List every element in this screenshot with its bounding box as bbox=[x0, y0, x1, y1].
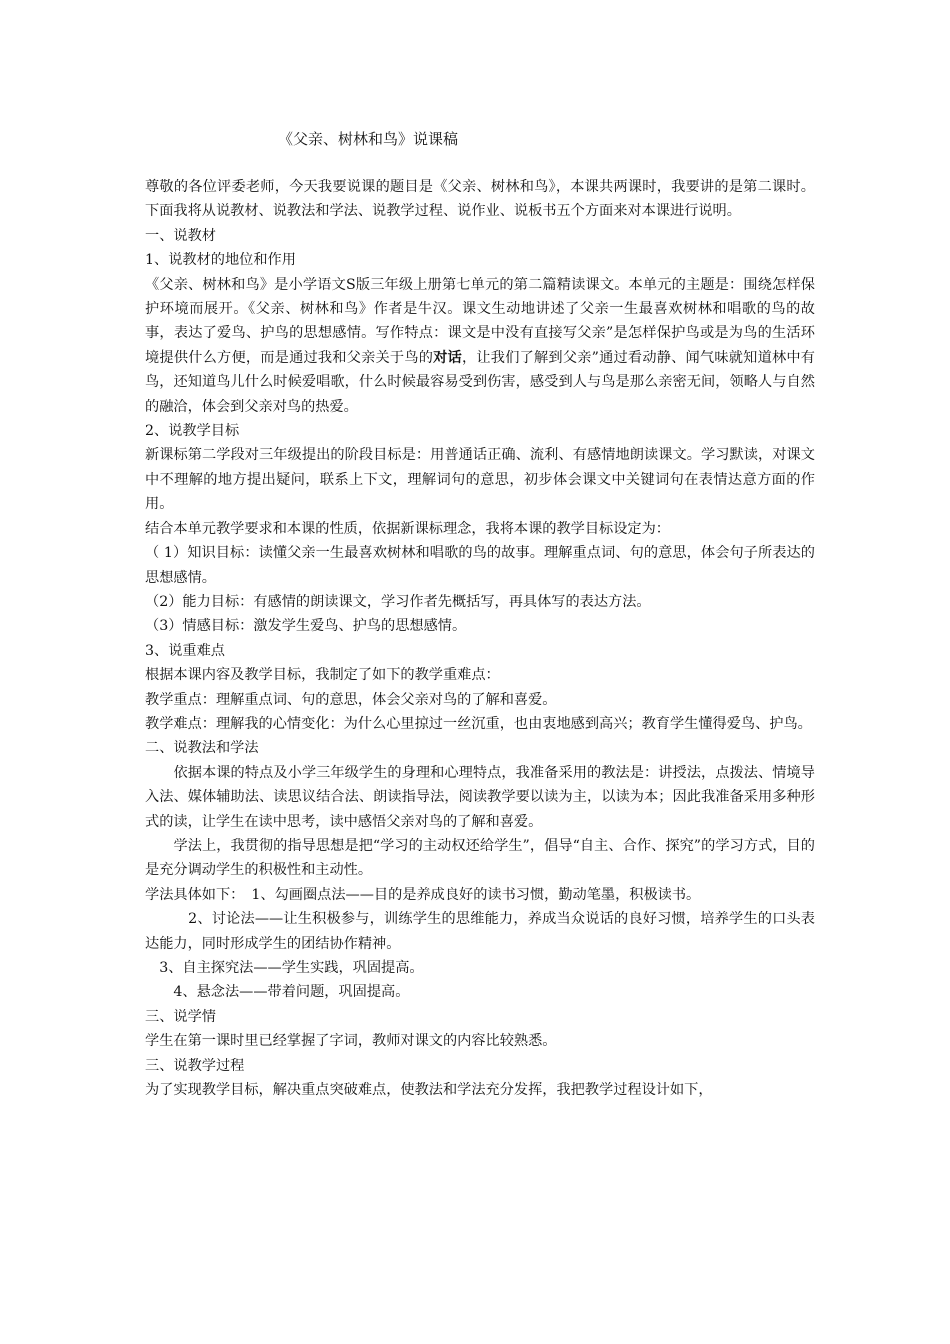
method-item-4: 4、悬念法——带着问题，巩固提高。 bbox=[145, 984, 410, 1001]
teaching-process-paragraph: 为了实现教学目标，解决重点突破难点，使教法和学法充分发挥，我把教学过程设计如下， bbox=[145, 1082, 713, 1099]
goal-emotion: （3）情感目标：激发学生爱鸟、护鸟的思想感情。 bbox=[145, 618, 467, 635]
teaching-difficulty: 教学难点：理解我的心情变化：为什么心里掠过一丝沉重，也由衷地感到高兴；教育学生懂得爱鸟、护鸟。 bbox=[145, 715, 812, 732]
intro-paragraph: 尊敬的各位评委老师，今天我要说课的题目是《父亲、树林和鸟》，本课共两课时，我要讲的是第二课时。下面我将从说教材、说教法和学法、说教学过程、说作业、说板书五个方面来对本课进行说明。 bbox=[145, 179, 815, 220]
subheading-textbook-role: 1、说教材的地位和作用 bbox=[145, 252, 296, 269]
curriculum-paragraph: 新课标第二学段对三年级提出的阶段目标是：用普通话正确、流利、有感情地朗读课文。学习默读，对课文中不理解的地方提出疑问，联系上下文，理解词句的意思，初步体会课文中关键词句在表情达意方面的作用。 bbox=[145, 447, 815, 513]
method-item-1: 学法具体如下： 1、勾画圈点法——目的是养成良好的读书习惯，勤动笔墨，积极读书。 bbox=[145, 886, 701, 903]
document-body bbox=[145, 175, 815, 1102]
section-heading-teaching-process: 三、说教学过程 bbox=[145, 1057, 245, 1074]
section-heading-student-situation: 三、说学情 bbox=[145, 1008, 216, 1025]
method-item-2: 2、讨论法——让生积极参与，训练学生的思维能力，养成当众说话的良好习惯，培养学生的口头表达能力，同时形成学生的团结协作精神。 bbox=[145, 911, 815, 952]
textbook-paragraph-part1: 《父亲、树林和鸟》是小学语文S版三年级上册第七单元的第二篇精读课文。本单元的主题是：围绕怎样保护环境而展开。《父亲、树林和鸟》作者是牛汉。课文生动地讲述了父亲一生最喜欢树林和唱歌的鸟的故事，表达了爱鸟、护鸟的思想感情。写作特点：课文是中没有直接写父亲”是怎样保护鸟或是为鸟的生活环境提供什么方便，而是通过我和父亲关于鸟的 bbox=[145, 276, 815, 366]
learning-methods-paragraph: 学法上，我贯彻的指导思想是把“学习的主动权还给学生”，倡导“自主、合作、探究”的学习方式，目的是充分调动学生的积极性和主动性。 bbox=[145, 837, 815, 879]
goals-intro-paragraph: 结合本单元教学要求和本课的性质，依据新课标理念，我将本课的教学目标设定为： bbox=[145, 520, 670, 537]
section-heading-methods: 二、说教法和学法 bbox=[145, 740, 259, 757]
methods-paragraph: 依据本课的特点及小学三年级学生的身理和心理特点，我准备采用的教法是：讲授法，点拨法、情境导入法、媒体辅助法、读思议结合法、朗读指导法，阅读教学要以读为主，以读为本；因此我准备采用多种形式的读，让学生在读中思考，读中感悟父亲对鸟的了解和喜爱。 bbox=[145, 764, 815, 830]
teaching-key-point: 教学重点：理解重点词、句的意思，体会父亲对鸟的了解和喜爱。 bbox=[145, 691, 557, 708]
textbook-paragraph-bold: 对话 bbox=[433, 349, 462, 366]
textbook-paragraph-part2: ，让我们了解到父亲”通过看动静、闻气味就知道林中有鸟，还知道鸟儿什么时候爱唱歌，什么时候最容易受到伤害，感受到人与鸟是那么亲密无间，领略人与自然的融洽，体会到父亲对鸟的热爱。 bbox=[145, 349, 815, 415]
section-heading-textbook: 一、说教材 bbox=[145, 227, 216, 244]
student-situation-paragraph: 学生在第一课时里已经掌握了字词，教师对课文的内容比较熟悉。 bbox=[145, 1033, 557, 1050]
method-item-3: 3、自主探究法——学生实践，巩固提高。 bbox=[145, 960, 424, 976]
goal-ability: （2）能力目标：有感情的朗读课文，学习作者先概括写，再具体写的表达方法。 bbox=[145, 593, 651, 610]
textbook-paragraph bbox=[145, 273, 815, 419]
subheading-key-points: 3、说重难点 bbox=[145, 642, 225, 659]
goal-knowledge: （ 1）知识目标：读懂父亲一生最喜欢树林和唱歌的鸟的故事。理解重点词、句的意思，体会句子所表达的思想感情。 bbox=[145, 545, 815, 586]
subheading-teaching-goals: 2、说教学目标 bbox=[145, 423, 240, 440]
document-title: 《父亲、树林和鸟》说课稿 bbox=[278, 130, 459, 148]
key-points-intro: 根据本课内容及教学目标，我制定了如下的教学重难点： bbox=[145, 667, 500, 684]
